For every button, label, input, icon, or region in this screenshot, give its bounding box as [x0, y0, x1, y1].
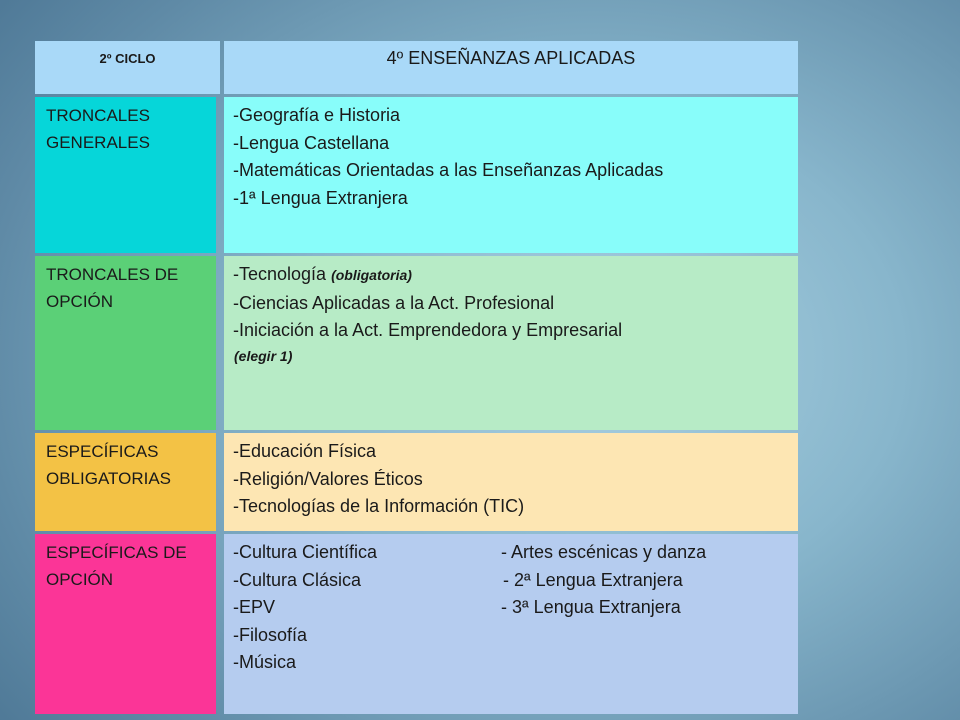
obligatory-note: (obligatoria) [331, 267, 412, 283]
course-header [224, 41, 798, 94]
subjects-troncales-generales [224, 97, 798, 253]
category-troncales-opcion [35, 256, 216, 430]
category-label-line: ESPECÍFICAS DE [46, 543, 187, 562]
category-label-line: OBLIGATORIAS [46, 469, 172, 488]
subject-item: -Ciencias Aplicadas a la Act. Profesional [233, 292, 555, 313]
subjects-especificas-opcion [224, 534, 798, 714]
choose-note: (elegir 1) [234, 347, 293, 364]
subject-item: -Geografía e Historia [233, 105, 401, 125]
subjects-troncales-opcion [224, 256, 798, 430]
subject-item: -Educación Física [233, 441, 377, 461]
subject-item: - 2ª Lengua Extranjera [503, 569, 683, 590]
subject-item: -Iniciación a la Act. Emprendedora y Empresarial [233, 320, 623, 340]
subject-item: -Cultura Clásica [233, 569, 362, 590]
subject-row [233, 622, 790, 650]
subject-item: -Lengua Castellana [233, 132, 390, 153]
category-label-line: OPCIÓN [46, 570, 114, 589]
category-especificas-opcion [35, 534, 216, 714]
category-especificas-obligatorias [35, 433, 216, 531]
course-header-label: 4º ENSEÑANZAS APLICADAS [386, 48, 636, 68]
subject-row [233, 539, 790, 567]
subjects-especificas-obligatorias [224, 433, 798, 531]
subject-row [233, 567, 790, 595]
subject-item: -Tecnologías de la Información (TIC) [233, 496, 525, 516]
category-label-line: TRONCALES DE [46, 265, 179, 284]
subject-item: - 3ª Lengua Extranjera [501, 597, 681, 617]
category-troncales-generales [35, 97, 216, 253]
subject-item: -EPV [233, 597, 276, 617]
category-label-line: GENERALES [46, 133, 150, 152]
subject-item: -Filosofía [233, 624, 308, 645]
subject-item: -Música [233, 652, 297, 672]
cycle-header [35, 41, 220, 94]
subject-row [233, 594, 790, 622]
cycle-header-label: 2º CICLO [99, 51, 156, 66]
subject-item: - Artes escénicas y danza [501, 542, 707, 562]
category-label-line: OPCIÓN [46, 292, 114, 311]
subject-item [233, 261, 790, 290]
subject-item: -Religión/Valores Éticos [233, 468, 423, 489]
subject-row [233, 649, 790, 677]
subject-item: -Matemáticas Orientadas a las Enseñanzas Aplicadas [233, 160, 664, 180]
subject-item: -Cultura Científica [233, 542, 378, 562]
category-label-line: ESPECÍFICAS [46, 442, 159, 461]
subject-item: -1ª Lengua Extranjera [233, 187, 408, 208]
subject-name: -Tecnología [233, 264, 327, 284]
category-label-line: TRONCALES [46, 106, 150, 125]
